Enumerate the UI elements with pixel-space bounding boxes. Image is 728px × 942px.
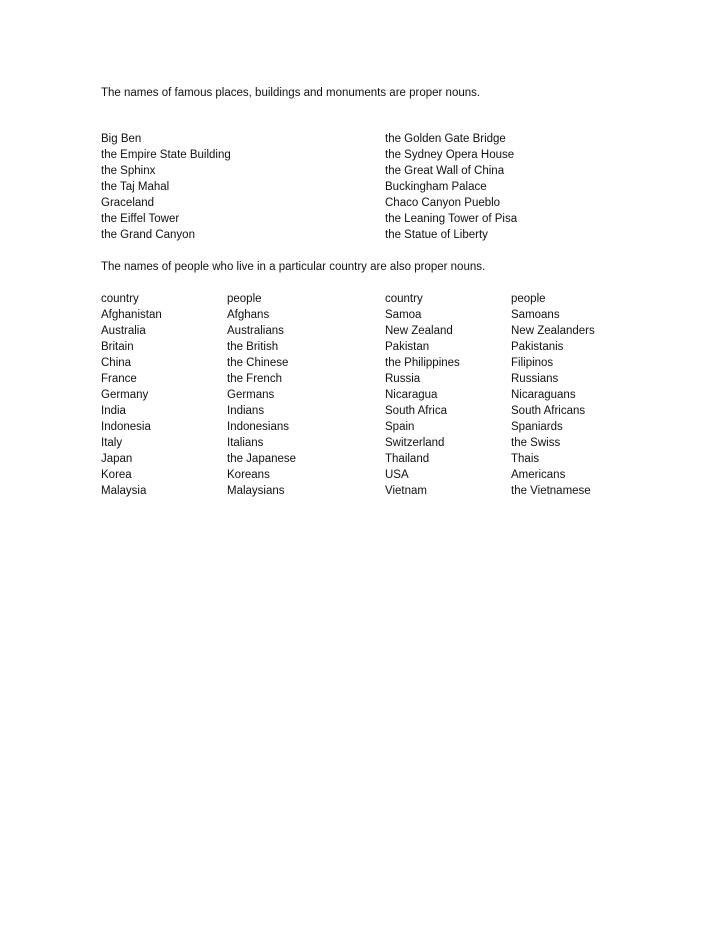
people-cell: the Japanese: [227, 453, 297, 465]
place-item: the Taj Mahal: [101, 181, 170, 193]
people-cell: New Zealanders: [511, 325, 595, 337]
people-cell: the British: [227, 341, 279, 353]
country-cell: India: [101, 405, 126, 417]
people-cell: Nicaraguans: [511, 389, 576, 401]
people-cell: Russians: [511, 373, 559, 385]
place-item: Graceland: [101, 197, 155, 209]
country-cell: Japan: [101, 453, 133, 465]
people-cell: Samoans: [511, 309, 560, 321]
country-cell: the Philippines: [385, 357, 460, 369]
place-item: Big Ben: [101, 133, 142, 145]
place-item: the Leaning Tower of Pisa: [385, 213, 518, 225]
people-cell: Italians: [227, 437, 264, 449]
people-cell: Filipinos: [511, 357, 554, 369]
country-cell: Afghanistan: [101, 309, 162, 321]
place-item: Chaco Canyon Pueblo: [385, 197, 501, 209]
people-cell: Indonesians: [227, 421, 290, 433]
country-cell: Samoa: [385, 309, 422, 321]
place-item: the Golden Gate Bridge: [385, 133, 506, 145]
people-cell: Thais: [511, 453, 540, 465]
people-cell: Germans: [227, 389, 275, 401]
country-column-right: [385, 291, 460, 499]
people-cell: Indians: [227, 405, 265, 417]
country-cell: New Zealand: [385, 325, 453, 337]
place-item: the Empire State Building: [101, 149, 231, 161]
people-cell: South Africans: [511, 405, 586, 417]
country-cell: Vietnam: [385, 485, 427, 497]
country-cell: Pakistan: [385, 341, 430, 353]
people-cell: Americans: [511, 469, 566, 481]
column-header-country: country: [101, 293, 139, 305]
people-column-right: [511, 291, 595, 499]
place-item: the Sphinx: [101, 165, 156, 177]
country-cell: Nicaragua: [385, 389, 438, 401]
country-cell: USA: [385, 469, 409, 481]
country-cell: South Africa: [385, 405, 448, 417]
places-list-right: [385, 131, 517, 243]
people-cell: Australians: [227, 325, 284, 337]
people-cell: the French: [227, 373, 282, 385]
people-cell: Afghans: [227, 309, 270, 321]
places-list-left: [101, 131, 231, 243]
people-intro-paragraph: The names of people who live in a particular country are also proper nouns.: [101, 261, 486, 273]
country-column-left: [101, 291, 162, 499]
place-item: the Statue of Liberty: [385, 229, 488, 241]
people-cell: the Swiss: [511, 437, 561, 449]
country-cell: France: [101, 373, 137, 385]
people-cell: Malaysians: [227, 485, 285, 497]
country-cell: Korea: [101, 469, 132, 481]
people-column-left: [227, 291, 296, 499]
people-cell: the Chinese: [227, 357, 289, 369]
place-item: the Great Wall of China: [385, 165, 505, 177]
country-cell: China: [101, 357, 132, 369]
country-cell: Thailand: [385, 453, 430, 465]
column-header-people: people: [511, 293, 546, 305]
country-cell: Germany: [101, 389, 149, 401]
country-cell: Indonesia: [101, 421, 151, 433]
country-cell: Britain: [101, 341, 134, 353]
place-item: Buckingham Palace: [385, 181, 487, 193]
people-cell: Koreans: [227, 469, 270, 481]
country-cell: Australia: [101, 325, 146, 337]
country-cell: Spain: [385, 421, 415, 433]
country-cell: Malaysia: [101, 485, 147, 497]
column-header-country: country: [385, 293, 423, 305]
country-cell: Russia: [385, 373, 421, 385]
place-item: the Sydney Opera House: [385, 149, 515, 161]
people-cell: the Vietnamese: [511, 485, 591, 497]
place-item: the Eiffel Tower: [101, 213, 180, 225]
place-item: the Grand Canyon: [101, 229, 195, 241]
country-cell: Italy: [101, 437, 123, 449]
country-cell: Switzerland: [385, 437, 445, 449]
places-intro-paragraph: The names of famous places, buildings and monuments are proper nouns.: [101, 87, 481, 99]
people-cell: Pakistanis: [511, 341, 564, 353]
people-cell: Spaniards: [511, 421, 563, 433]
column-header-people: people: [227, 293, 262, 305]
